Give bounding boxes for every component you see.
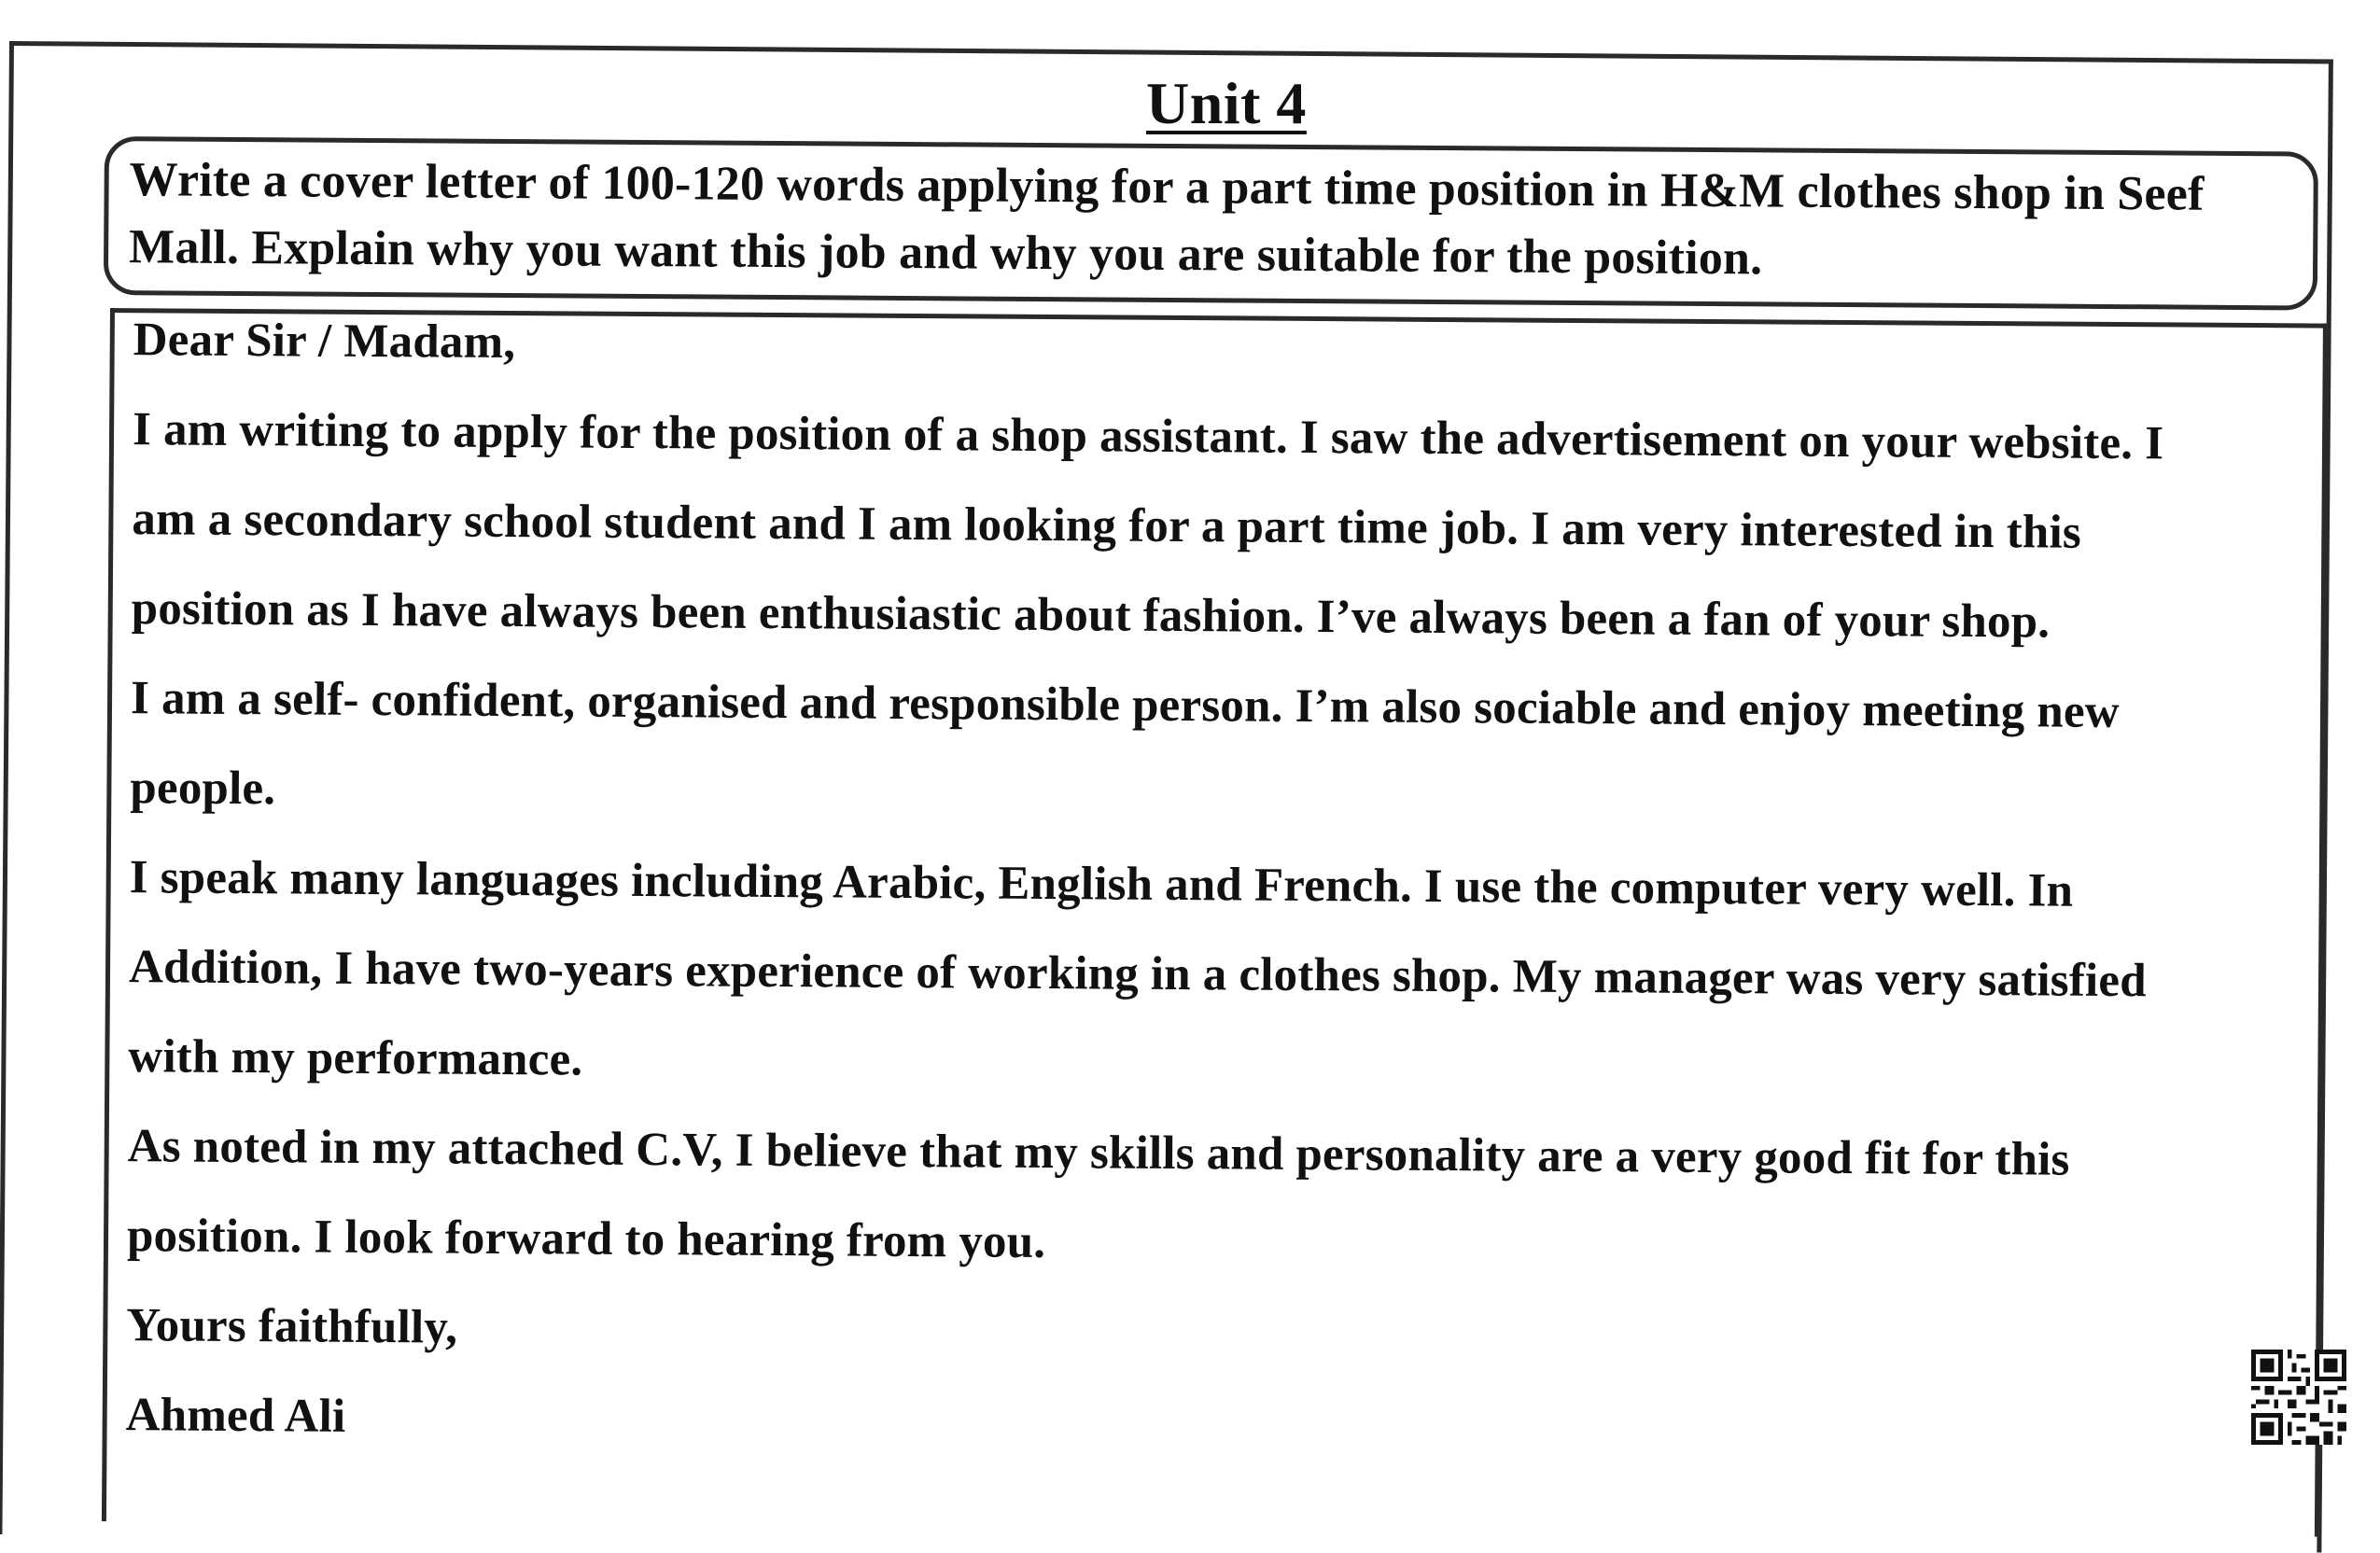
letter-closing: Yours faithfully, (126, 1299, 458, 1354)
qr-code-icon (2251, 1350, 2346, 1445)
prompt-line-2: Mall. Explain why you want this job and why you are suitable for the position. (128, 220, 1763, 286)
letter-line-6: I speak many languages including Arabic, English and French. I use the computer very well. In (129, 851, 2074, 917)
letter-line-5: people. (130, 762, 276, 816)
letter-line-4: I am a self- confident, organised and responsible person. I’m also sociable and enjoy meeting new (130, 672, 2121, 739)
writing-prompt-box (104, 136, 2318, 311)
letter-signature: Ahmed Ali (125, 1389, 346, 1443)
unit-title: Unit 4 (1146, 70, 1307, 136)
letter-line-7: Addition, I have two-years experience of working in a clothes shop. My manager was very satisfied (128, 941, 2147, 1008)
letter-line-1: I am writing to apply for the position of a shop assistant. I saw the advertisement on your website. I (132, 403, 2164, 470)
letter-line-2: am a secondary school student and I am looking for a part time job. I am very interested in this (132, 493, 2082, 559)
letter-line-10: position. I look forward to hearing from you. (126, 1210, 1046, 1269)
letter-line-3: position as I have always been enthusiastic about fashion. I’ve always been a fan of your shop. (131, 582, 2051, 649)
letter-line-8: with my performance. (128, 1030, 583, 1086)
prompt-line-1: Write a cover letter of 100-120 words applying for a part time position in H&M clothes shop in Seef (129, 153, 2205, 221)
letter-line-9: As noted in my attached C.V, I believe that my skills and personality are a very good fit for this (127, 1120, 2070, 1186)
letter-box (102, 308, 2328, 1537)
letter-salutation: Dear Sir / Madam, (133, 314, 516, 370)
